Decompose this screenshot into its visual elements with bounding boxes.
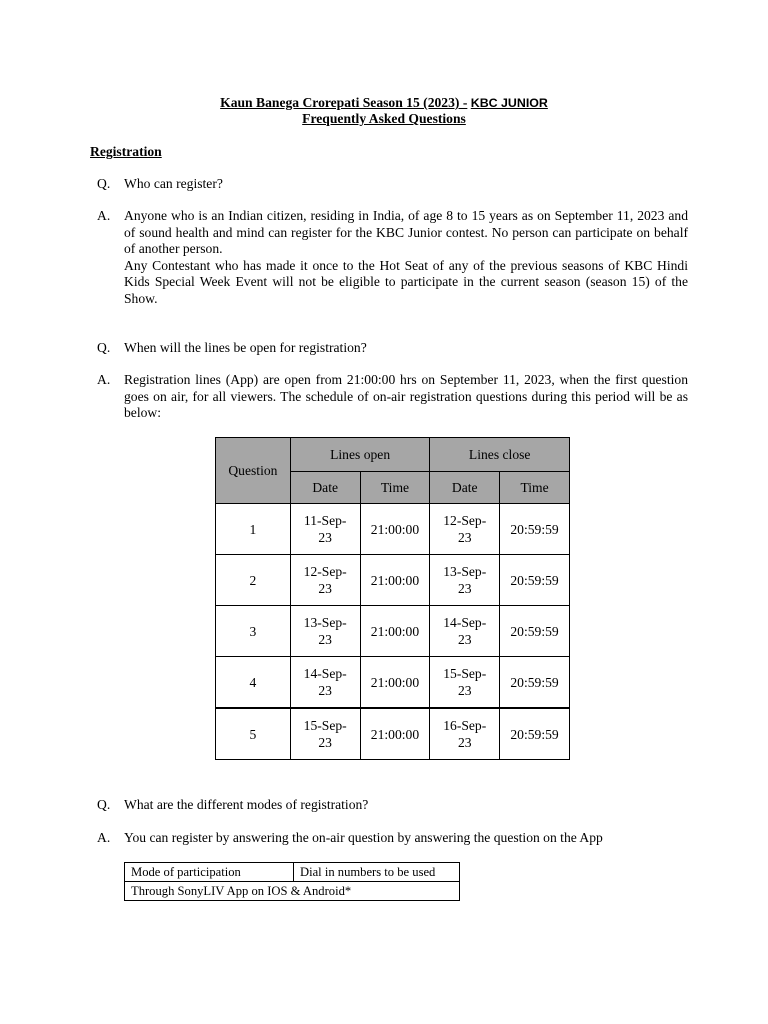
date-part: 12-Sep-: [443, 513, 487, 528]
modes-of-participation-table: [124, 862, 460, 901]
cell-close-date: [430, 555, 500, 606]
date-part: 23: [457, 735, 472, 750]
answer-1-line: of sound health and mind can register for the KBC Junior contest. No person can participate on behalf: [124, 224, 688, 240]
cell-open-date: [290, 657, 360, 709]
cell-open-date: [290, 504, 360, 555]
header-close-date: Date: [430, 472, 500, 504]
registration-schedule-table: [215, 437, 570, 760]
table-row: [216, 657, 570, 709]
date-part: 11-Sep-: [303, 513, 347, 528]
header-close-time: Time: [500, 472, 570, 504]
table-row: [216, 504, 570, 555]
question-2: When will the lines be open for registration?: [124, 340, 367, 355]
section-heading-registration: Registration: [90, 144, 162, 159]
table-row: [125, 882, 460, 901]
cell-close-time: 20:59:59: [500, 606, 570, 657]
answer-1: [124, 208, 688, 308]
date-part: 23: [318, 530, 332, 545]
cell-open-date: [290, 606, 360, 657]
question-marker: Q.: [97, 797, 111, 812]
answer-marker: A.: [97, 372, 111, 387]
answer-1-line: Anyone who is an Indian citizen, residing in India, of age 8 to 15 years as on September 11, 2023 and: [124, 208, 688, 223]
cell-question: 5: [216, 708, 291, 760]
title-main: Kaun Banega Crorepati Season 15 (2023) -: [220, 95, 468, 110]
date-part: 14-Sep-: [443, 615, 487, 630]
header-open-date: Date: [290, 472, 360, 504]
answer-2: [124, 372, 688, 422]
answer-2-line: Registration lines (App) are open from 21:00:00 hrs on September 11, 2023, when the first question: [124, 372, 688, 387]
date-part: 14-Sep-: [303, 666, 347, 681]
cell-close-time: 20:59:59: [500, 504, 570, 555]
cell-question: 1: [216, 504, 291, 555]
cell-open-time: 21:00:00: [360, 708, 430, 760]
cell-open-time: 21:00:00: [360, 657, 430, 709]
date-part: 16-Sep-: [443, 718, 487, 733]
header-dial-numbers: Dial in numbers to be used: [294, 863, 460, 882]
cell-open-time: 21:00:00: [360, 504, 430, 555]
header-mode: Mode of participation: [125, 863, 294, 882]
cell-question: 3: [216, 606, 291, 657]
answer-marker: A.: [97, 830, 111, 845]
question-marker: Q.: [97, 340, 111, 355]
document-subtitle: [0, 110, 768, 127]
cell-close-time: 20:59:59: [500, 555, 570, 606]
date-part: 23: [318, 632, 332, 647]
answer-3: [124, 830, 688, 847]
date-part: 23: [318, 581, 332, 596]
cell-question: 4: [216, 657, 291, 709]
date-part: 23: [457, 581, 472, 596]
date-part: 23: [318, 735, 332, 750]
answer-1-line: of another person.: [124, 241, 223, 257]
title-suffix: KBC JUNIOR: [470, 96, 548, 110]
answer-2-line: below:: [124, 405, 161, 421]
header-lines-close: Lines close: [430, 438, 570, 472]
cell-close-time: 20:59:59: [500, 708, 570, 760]
table-row: [216, 555, 570, 606]
date-part: 23: [457, 632, 472, 647]
answer-3-line: You can register by answering the on-air question by answering the question on the App: [124, 830, 603, 845]
cell-close-date: [430, 606, 500, 657]
question-3: What are the different modes of registration?: [124, 797, 369, 812]
answer-1-line: Show.: [124, 290, 158, 306]
subtitle-text: Frequently Asked Questions: [302, 111, 466, 126]
cell-close-time: 20:59:59: [500, 657, 570, 709]
cell-open-date: [290, 555, 360, 606]
table-row: [125, 863, 460, 882]
date-part: 23: [318, 683, 332, 698]
cell-question: 2: [216, 555, 291, 606]
cell-open-time: 21:00:00: [360, 606, 430, 657]
question-marker: Q.: [97, 176, 111, 191]
table-row: [216, 606, 570, 657]
date-part: 23: [457, 683, 472, 698]
answer-2-line: goes on air, for all viewers. The schedule of on-air registration questions during this period will be as: [124, 388, 688, 404]
date-part: 23: [457, 530, 472, 545]
cell-mode-sonyliv: Through SonyLIV App on IOS & Android*: [125, 882, 460, 901]
date-part: 13-Sep-: [303, 615, 347, 630]
date-part: 15-Sep-: [443, 666, 487, 681]
cell-open-time: 21:00:00: [360, 555, 430, 606]
answer-1-line: Any Contestant who has made it once to the Hot Seat of any of the previous seasons of KBC Hindi: [124, 257, 688, 273]
header-open-time: Time: [360, 472, 430, 504]
header-lines-open: Lines open: [290, 438, 430, 472]
date-part: 13-Sep-: [443, 564, 487, 579]
header-question: Question: [216, 438, 291, 504]
cell-open-date: [290, 708, 360, 760]
cell-close-date: [430, 504, 500, 555]
cell-close-date: [430, 657, 500, 709]
answer-1-line: Kids Special Week Event will not be eligible to participate in the current season (season 15) of the: [124, 274, 688, 290]
date-part: 15-Sep-: [303, 718, 347, 733]
cell-close-date: [430, 708, 500, 760]
answer-marker: A.: [97, 208, 111, 223]
date-part: 12-Sep-: [303, 564, 347, 579]
question-1: Who can register?: [124, 176, 223, 191]
table-row: [216, 708, 570, 760]
